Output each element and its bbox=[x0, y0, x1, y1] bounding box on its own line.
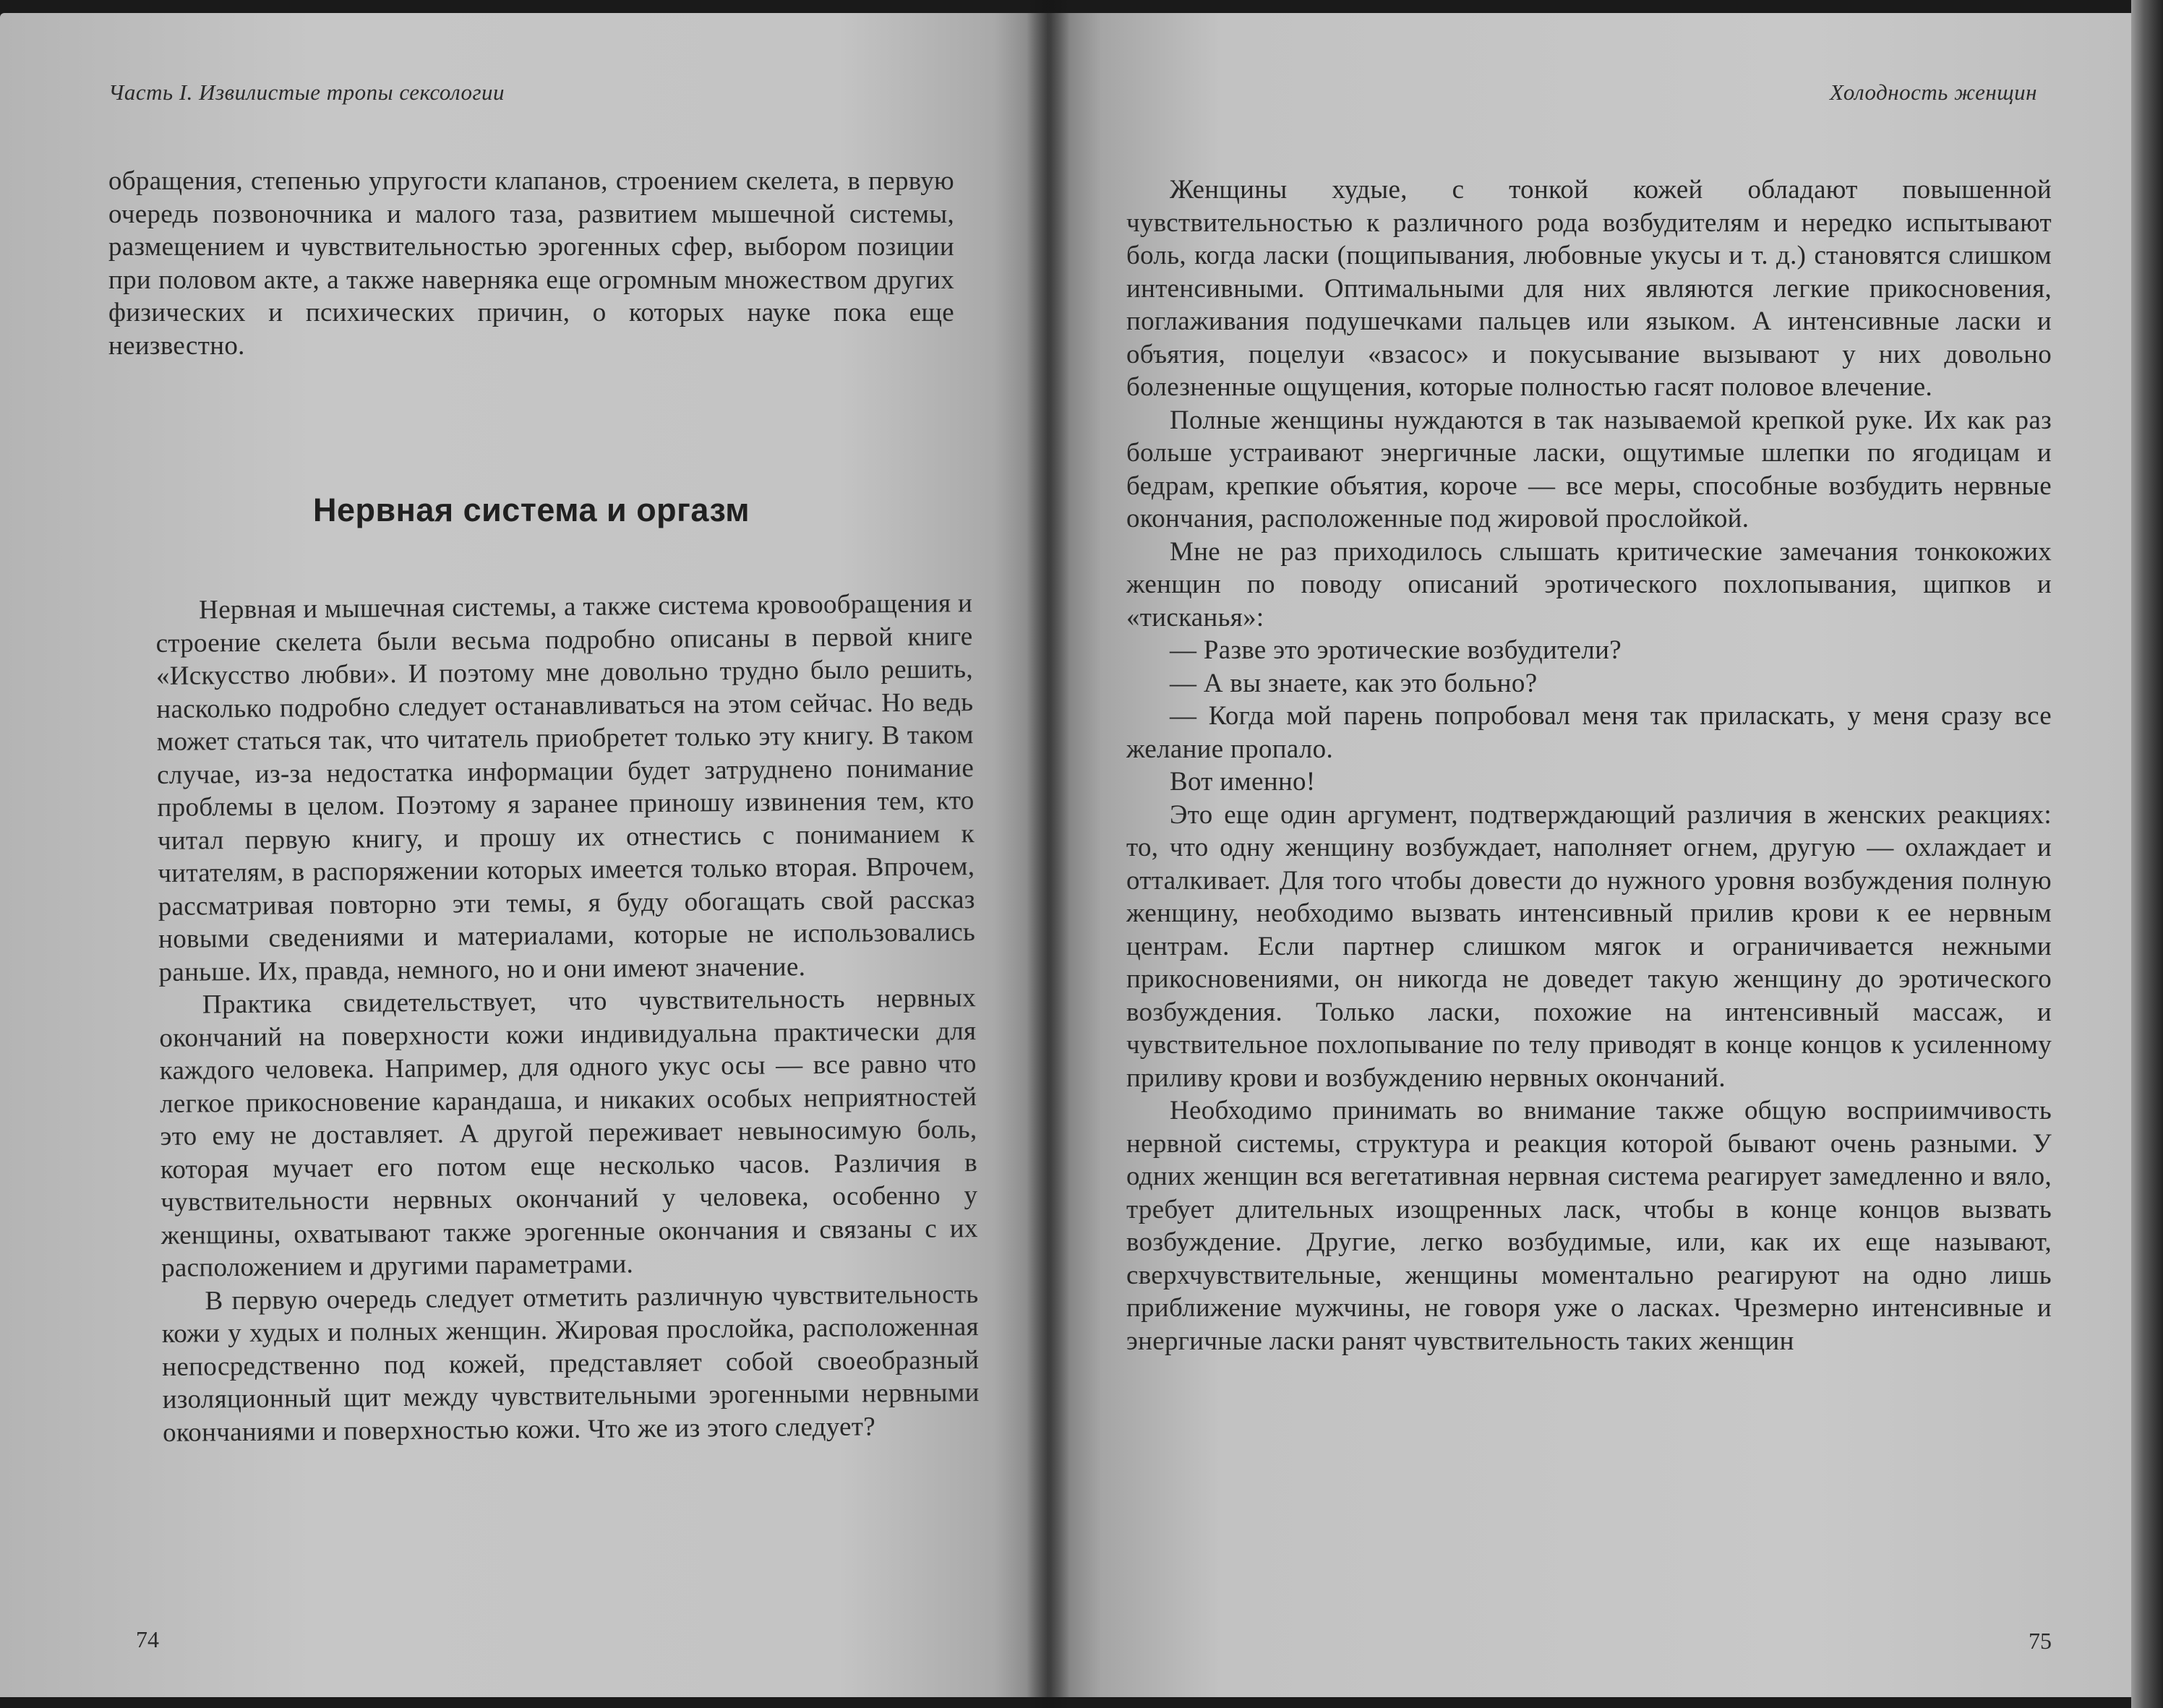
right-paragraph: Это еще один аргумент, подтверждающий различия в женских реакциях: то, что одну женщину возбуждает, наполняет огнем, другую — охлаждает и отталкивает. Для того чтобы довести до нужного уровня возбуждения полную женщину, необходимо вызвать интенсивный прилив крови к ее нервным центрам. Если партнер слишком мягок и ограничивается нежными прикосновениями, он никогда не доведет такую женщину до эротического возбуждения. Только ласки, похожие на интенсивный массаж, и чувствительное похлопывание по телу приводят в конце концов к усиленному приливу крови и возбуждению нервных окончаний. bbox=[1126, 799, 2052, 1093]
right-paragraph: Необходимо принимать во внимание также общую восприимчивость нервной системы, структура и реакция которой бывают очень разными. У одних женщин вся вегетативная нервная система реагирует замедленно и вяло, требует длительных изощренных ласк, чтобы в конце концов вызвать возбуждение. Другие, легко возбудимые, или, как их еще называют, сверхчувствительные, женщины моментально реагируют на одно лишь приближение мужчины, не говоря уже о ласках. Чрезмерно интенсивные и энергичные ласки ранят чувствительность таких женщин bbox=[1126, 1096, 2052, 1356]
right-page bbox=[1047, 13, 2131, 1697]
right-paragraph: Полные женщины нуждаются в так называемой крепкой руке. Их как раз больше устраивают энергичные ласки, ощутимые шлепки по ягодицам и бедрам, крепкие объятия, короче — все меры, способные возбудить нервные окончания, расположенные под жировой прослойкой. bbox=[1126, 405, 2052, 533]
dialogue-line: — Когда мой парень попробовал меня так приласкать, у меня сразу все желание пропало. bbox=[1126, 701, 2052, 764]
left-paragraph: Практика свидетельствует, что чувствительность нервных окончаний на поверхности кожи индивидуальна практически для каждого человека. Например, для одного укус осы — все равно что легкое прикосновение карандаша, и никаких особых неприятностей это ему не доставляет. А другой переживает невыносимую боль, которая мучает его потом еще несколько часов. Различия в чувствительности нервных окончаний у человека, особенно у женщины, охватывают также эрогенные окончания и связаны с их расположением и другими параметрами. bbox=[159, 983, 978, 1283]
book-gutter bbox=[1027, 0, 1070, 1708]
section-heading: Нервная система и оргазм bbox=[312, 492, 750, 528]
right-paragraph: Вот именно! bbox=[1170, 767, 1316, 797]
left-running-head: Часть I. Извилистые тропы сексологии bbox=[108, 80, 505, 105]
right-paragraph: Мне не раз приходилось слышать критические замечания тонкокожих женщин по поводу описаний эротического похлопывания, щипков и «тисканья»: bbox=[1126, 536, 2052, 632]
left-paragraph: В первую очередь следует отметить различную чувствительность кожи у худых и полных женщин. Жировая прослойка, расположенная непосредственно под кожей, представляет собой своеобразный изоляционный щит между чувствительными эрогенными нервными окончаниями и поверхностью кожи. Что же из этого следует? bbox=[161, 1279, 980, 1448]
right-running-head: Холодность женщин bbox=[1830, 80, 2037, 105]
left-main-text bbox=[155, 587, 980, 1449]
left-top-text bbox=[108, 165, 954, 362]
dialogue-line: — А вы знаете, как это больно? bbox=[1170, 668, 1538, 698]
left-page bbox=[0, 13, 1047, 1697]
right-paragraph: Женщины худые, с тонкой кожей обладают повышенной чувствительностью к различного рода возбудителям и нередко испытывают боль, когда ласки (пощипывания, любовные укусы и т. д.) становятся слишком интенсивными. Оптимальными для них являются легкие прикосновения, поглаживания подушечками пальцев или языком. А интенсивные ласки и объятия, поцелуи «взасос» и покусывание вызывают у них довольно болезненные ощущения, которые полностью гасят половое влечение. bbox=[1126, 175, 2052, 402]
left-paragraph: Нервная и мышечная системы, а также система кровообращения и строение скелета были весьма подробно описаны в первой книге «Искусство любви». И поэтому мне довольно трудно было решить, насколько подробно следует останавливаться на этом сейчас. Но ведь может статься так, что читатель приобретет только эту книгу. В таком случае, из-за недостатка информации будет затруднено понимание проблемы в целом. Поэтому я заранее приношу извинения тем, кто читал первую книгу, и прошу их отнестись с пониманием к читателям, в распоряжении которых имеется только вторая. Впрочем, рассматривая повторно эти темы, я буду обогащать свой рассказ новыми сведениями и материалами, которые не использовались раньше. Их, правда, немного, но и они имеют значение. bbox=[155, 588, 976, 987]
left-top-paragraph: обращения, степенью упругости клапанов, строением скелета, в первую очередь позвоночника и малого таза, развитием мышечной системы, размещением и чувствительностью эрогенных сфер, выбором позиции при половом акте, а также наверняка еще огромным множеством других физических и психических причин, о которых науке пока еще неизвестно. bbox=[108, 166, 954, 361]
left-page-number: 74 bbox=[136, 1626, 159, 1652]
right-page-number: 75 bbox=[2029, 1628, 2052, 1654]
right-main-text bbox=[1126, 173, 2052, 1357]
dialogue-line: — Разве это эротические возбудители? bbox=[1170, 635, 1622, 665]
page-edge bbox=[2131, 0, 2163, 1708]
